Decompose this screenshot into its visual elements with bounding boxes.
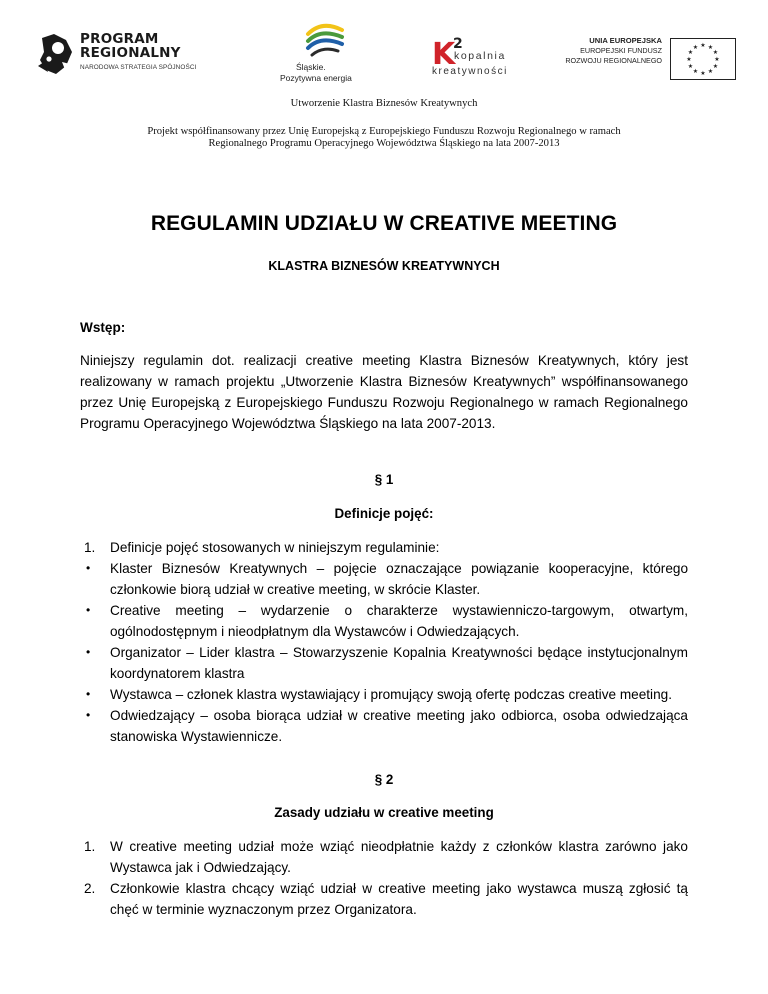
- section2-sign: § 2: [374, 772, 394, 787]
- list-item: [86, 705, 688, 747]
- svg-text:★: ★: [700, 70, 706, 77]
- bullet-icon: •: [86, 687, 91, 701]
- svg-text:★: ★: [707, 44, 714, 51]
- k2-mark-letter: K: [432, 37, 456, 72]
- intro-label: Wstęp:: [80, 320, 126, 335]
- svg-text:★: ★: [712, 49, 719, 56]
- list-item-text: Odwiedzający – osoba biorąca udział w creative meeting jako odbiorca, osoba odwiedzająca stanowiska Wystawiennicze.: [110, 708, 688, 744]
- section2-list: [84, 836, 688, 920]
- k2-line2: kreatywności: [432, 66, 508, 77]
- program-regionalny-title: [80, 32, 181, 60]
- logo-bar: [36, 22, 736, 86]
- list-item-text: Członkowie klastra chcący wziąć udział w creative meeting jako wystawca muszą zgłosić tą chęć w terminie wyznaczonym przez Organizatora.: [110, 881, 688, 917]
- k2-mark-number: 2: [453, 36, 463, 52]
- svg-text:★: ★: [707, 68, 714, 75]
- section2-title: Zasady udziału w creative meeting: [274, 805, 494, 820]
- list-item-text: Definicje pojęć stosowanych w niniejszym regulaminie:: [110, 540, 440, 555]
- section1-title: Definicje pojęć:: [334, 506, 434, 521]
- svg-text:★: ★: [692, 44, 699, 51]
- list-item: [84, 836, 688, 878]
- list-item: [84, 878, 688, 920]
- slaskie-logo: [280, 22, 370, 86]
- program-title-line1: PROGRAM: [80, 31, 159, 47]
- list-item: [86, 558, 688, 600]
- eu-flag-icon: [670, 38, 736, 80]
- list-item-text: Klaster Biznesów Kreatywnych – pojęcie oznaczające powiązanie kooperacyjne, którego członkowie biorą udział w creative meeting, w skrócie Klaster.: [110, 561, 688, 597]
- list-number: 1.: [84, 540, 96, 555]
- program-regionalny-logo: [36, 30, 226, 78]
- section1-list: [84, 537, 688, 747]
- cofinance-line2: Regionalnego Programu Operacyjnego Województwa Śląskiego na lata 2007-2013: [208, 138, 560, 149]
- cofinance-note: [0, 126, 768, 150]
- list-item: [86, 684, 688, 705]
- list-item: [86, 600, 688, 642]
- list-item-text: W creative meeting udział może wziąć nieodpłatnie każdy z członków klastra zarówno jako Wystawca jak i Odwiedzający.: [110, 839, 688, 875]
- svg-text:★: ★: [687, 49, 694, 56]
- svg-text:★: ★: [712, 63, 719, 70]
- bullet-icon: •: [86, 708, 91, 722]
- list-number: 2.: [84, 881, 96, 896]
- slaskie-waves-icon: [304, 22, 346, 60]
- program-regionalny-subtitle: NARODOWA STRATEGIA SPÓJNOŚCI: [80, 64, 197, 71]
- project-name: Utworzenie Klastra Biznesów Kreatywnych: [290, 98, 478, 109]
- section1-sign: § 1: [374, 472, 394, 487]
- bullet-icon: •: [86, 561, 91, 575]
- cofinance-line1: Projekt współfinansowany przez Unię Europejską z Europejskiego Funduszu Rozwoju Regionalnego w ramach: [147, 126, 621, 137]
- svg-text:★: ★: [692, 68, 699, 75]
- list-number: 1.: [84, 839, 96, 854]
- svg-text:★: ★: [714, 56, 720, 63]
- k2-line1: kopalnia: [454, 50, 506, 62]
- k2-kopalnia-logo: [432, 36, 542, 84]
- intro-paragraph: Niniejszy regulamin dot. realizacji creative meeting Klastra Biznesów Kreatywnych, który jest realizowany w ramach projektu „Utworzenie Klastra Biznesów Kreatywnych” współfinansowanego przez Unię Europejską z Europejskiego Funduszu Rozwoju Regionalnego w ramach Regionalnego Programu Operacyjnego Województwa Śląskiego na lata 2007-2013.: [80, 353, 688, 431]
- document-subtitle: KLASTRA BIZNESÓW KREATYWNYCH: [268, 259, 500, 273]
- slaskie-name: Śląskie.: [296, 62, 326, 72]
- eu-fund-line: EUROPEJSKI FUNDUSZ: [580, 46, 662, 55]
- list-item-text: Organizator – Lider klastra – Stowarzyszenie Kopalnia Kreatywności będące instytucjonalnym koordynatorem klastra: [110, 645, 688, 681]
- document-title: REGULAMIN UDZIAŁU W CREATIVE MEETING: [150, 212, 618, 235]
- eu-text: [565, 36, 662, 66]
- eu-title: UNIA EUROPEJSKA: [589, 36, 662, 45]
- svg-text:★: ★: [700, 42, 706, 49]
- eu-logo: [565, 36, 736, 80]
- list-item-text: Wystawca – członek klastra wystawiający i promujący swoją ofertę podczas creative meeting.: [110, 687, 672, 702]
- slaskie-slogan: Pozytywna energia: [280, 73, 352, 83]
- bullet-icon: •: [86, 603, 91, 617]
- svg-text:★: ★: [687, 63, 694, 70]
- bullet-icon: •: [86, 645, 91, 659]
- list-item-text: Creative meeting – wydarzenie o charakterze wystawienniczo-targowym, otwartym, ogólnodostępnym i nieodpłatnym dla Wystawców i Odwiedzających.: [110, 603, 688, 639]
- list-item: [86, 642, 688, 684]
- svg-text:★: ★: [686, 56, 692, 63]
- program-title-line2: REGIONALNY: [80, 45, 181, 61]
- eu-fund-line2: ROZWOJU REGIONALNEGO: [565, 56, 662, 65]
- program-regionalny-icon: [36, 32, 76, 76]
- list-item: [84, 537, 688, 558]
